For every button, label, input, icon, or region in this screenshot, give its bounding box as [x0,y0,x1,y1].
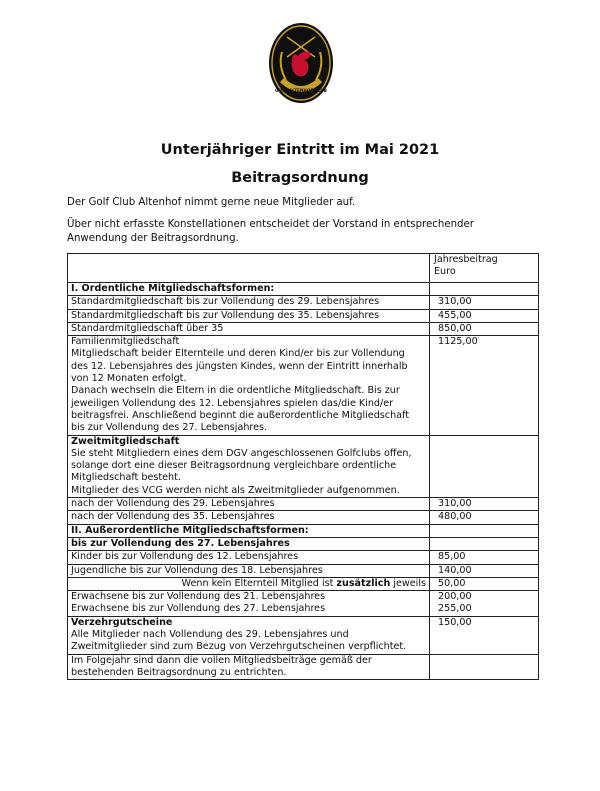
row-label: Jugendliche bis zur Vollendung des 18. Lebensjahres [68,564,430,577]
voucher-row [68,616,539,654]
row-value: 455,00 [430,309,539,322]
voucher-title: Verzehrgutscheine [71,616,173,628]
section-subheading-row [68,537,539,550]
voucher-cell: Verzehrgutscheine Alle Mitglieder nach Vollendung des 29. Lebensjahres und Zweitmitglieder sind zum Bezug von Verzehrgutscheinen verpflichtet. [68,616,430,654]
table-row [68,577,539,590]
row-value: 310,00 [430,296,539,309]
row-value: 480,00 [430,511,539,524]
row-label: Kinder bis zur Vollendung des 12. Lebensjahres [68,551,430,564]
followup-cell: Im Folgejahr sind dann die vollen Mitgliedsbeiträge gemäß der bestehenden Beitragsordnung zu entrichten. [68,654,430,680]
adult-row [68,591,539,617]
table-row [68,551,539,564]
page-subtitle: Beitragsordnung [231,170,369,186]
row-value: 150,00 [430,616,539,654]
row-value: 140,00 [430,564,539,577]
table-row [68,498,539,511]
row-label: nach der Vollendung des 35. Lebensjahres [68,511,430,524]
second-membership-cell: Zweitmitgliedschaft Sie steht Mitgliedern eines dem DGV angeschlossenen Golfclubs offen, solange dort eine dieser Beitragsordnung vergleichbare ordentliche Mitgliedschaft besteht. Mitglieder des VCG werden nicht als Zweitmitglieder aufgenommen. [68,435,430,497]
second-membership-row [68,435,539,497]
row-label: nach der Vollendung des 29. Lebensjahres [68,498,430,511]
table-row [68,309,539,322]
logo-text: GOLF ALTENHOF CLUB [275,88,327,93]
club-logo [268,22,334,104]
row-value: 310,00 [430,498,539,511]
section-heading: I. Ordentliche Mitgliedschaftsformen: [68,283,430,296]
table-header-row [68,254,539,283]
row-value: 850,00 [430,322,539,335]
row-value: 1125,00 [430,336,539,435]
intro-text: Der Golf Club Altenhof nimmt gerne neue Mitglieder auf. [67,197,356,208]
second-membership-title: Zweitmitgliedschaft [71,435,180,447]
row-value: 200,00 255,00 [430,591,539,617]
note-text: Über nicht erfasste Konstellationen entscheidet der Vorstand in entsprechender Anwendung der Beitragsordnung. [67,219,474,244]
row-label: Wenn kein Elternteil Mitglied ist zusätzlich jeweils [68,577,430,590]
fee-table [67,253,539,680]
family-title: Familienmitgliedschaft [71,336,180,348]
section-heading-row [68,283,539,296]
row-label: Standardmitgliedschaft bis zur Vollendung des 35. Lebensjahres [68,309,430,322]
section-heading: II. Außerordentliche Mitgliedschaftsformen: [68,524,430,537]
family-cell: Familienmitgliedschaft Mitgliedschaft beider Elternteile und deren Kind/er bis zur Vollendung des 12. Lebensjahres des jüngsten Kindes, wenn der Eintritt innerhalb von 12 Monaten erfolgt. Danach wechseln die Eltern in die ordentliche Mitgliedschaft. Bis zur jeweiligen Vollendung des 12. Lebensjahres spielen das/die Kind/er beitragsfrei. Anschließend beginnt die außerordentliche Mitgliedschaft bis zur Vollendung des 27. Lebensjahres. [68,336,430,435]
table-row [68,322,539,335]
table-row [68,564,539,577]
row-value: 85,00 [430,551,539,564]
followup-row [68,654,539,680]
header-cell: Jahresbeitrag Euro [430,254,539,283]
section-heading-row [68,524,539,537]
section-subheading: bis zur Vollendung des 27. Lebensjahres [68,537,430,550]
row-label: Standardmitgliedschaft bis zur Vollendung des 29. Lebensjahres [68,296,430,309]
table-row [68,511,539,524]
page-title: Unterjähriger Eintritt im Mai 2021 [160,142,440,158]
row-label: Standardmitgliedschaft über 35 [68,322,430,335]
family-row [68,336,539,435]
row-value: 50,00 [430,577,539,590]
row-label: Erwachsene bis zur Vollendung des 21. Lebensjahres Erwachsene bis zur Vollendung des 27. Lebensjahres [68,591,430,617]
table-row [68,296,539,309]
